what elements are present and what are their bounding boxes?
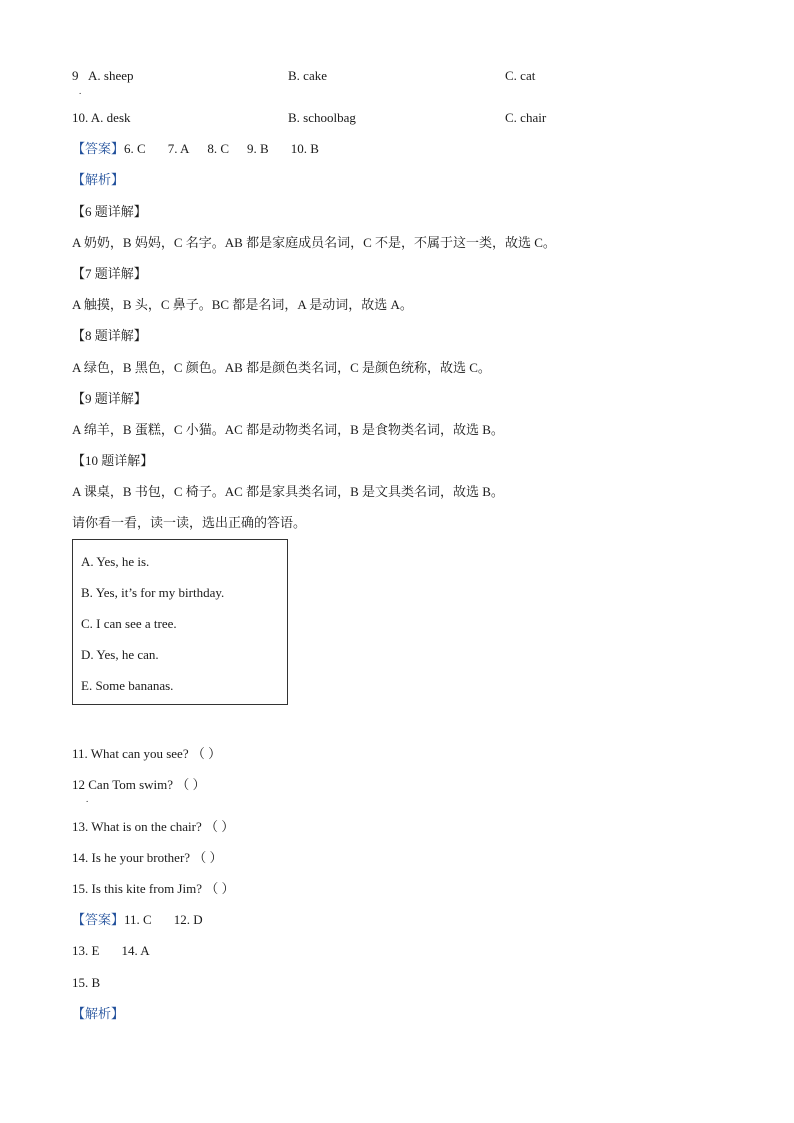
q9-option-a: A. sheep: [88, 68, 134, 83]
q10-option-c: C. chair: [505, 110, 547, 125]
options-box: [72, 539, 288, 705]
detail-body: A 绿色，B 黑色，C 颜色。AB 都是颜色类名词，C 是颜色统称，故选 C。: [72, 360, 491, 375]
answer-line-3: [72, 943, 150, 959]
box-option: C. I can see a tree.: [81, 616, 177, 631]
detail-heading: 【8 题详解】: [72, 328, 147, 343]
detail-heading: 【10 题详解】: [72, 453, 154, 468]
box-option: A. Yes, he is.: [81, 554, 150, 569]
detail-body: A 奶奶，B 妈妈，C 名字。AB 都是家庭成员名词，C 不是，不属于这一类，故选 C。: [72, 235, 556, 250]
question-15: 15. Is this kite from Jim? （ ）: [72, 881, 235, 896]
detail-heading: 【6 题详解】: [72, 204, 147, 219]
answer-item: 11. C: [124, 912, 152, 927]
answer-item: 7. A: [167, 141, 190, 156]
q9-number: 9: [72, 68, 79, 83]
answer-line-4: 15. B: [72, 975, 101, 990]
answer-item: 6. C: [124, 141, 146, 156]
analysis-tag: 【解析】: [72, 1006, 125, 1021]
answer-line-1: [72, 141, 319, 157]
question-12: 12 Can Tom swim? （ ）: [72, 777, 206, 792]
answer-item: 9. B: [247, 141, 269, 156]
answer-item: 14. A: [121, 943, 150, 958]
detail-body: A 课桌，B 书包，C 椅子。AC 都是家具类名词，B 是文具类名词，故选 B。: [72, 484, 504, 499]
question-11: 11. What can you see? （ ）: [72, 746, 222, 761]
analysis-tag: 【解析】: [72, 172, 125, 187]
answer-tag: 【答案】: [72, 912, 125, 927]
q9-option-c: C. cat: [505, 68, 536, 83]
detail-heading: 【9 题详解】: [72, 391, 147, 406]
answer-item: 12. D: [173, 912, 203, 927]
box-option: B. Yes, it’s for my birthday.: [81, 585, 225, 600]
instruction-text: 请你看一看，读一读，选出正确的答语。: [72, 515, 307, 530]
q9-dot-mark: .: [79, 86, 82, 96]
answer-item: 10. B: [290, 141, 319, 156]
q9-option-b: B. cake: [288, 68, 327, 83]
detail-heading: 【7 题详解】: [72, 266, 147, 281]
box-option: E. Some bananas.: [81, 678, 174, 693]
q12-dot-mark: .: [86, 794, 89, 804]
detail-body: A 绵羊，B 蛋糕，C 小猫。AC 都是动物类名词，B 是食物类名词，故选 B。: [72, 422, 504, 437]
q10-option-b: B. schoolbag: [288, 110, 356, 125]
question-13: 13. What is on the chair? （ ）: [72, 819, 235, 834]
question-14: 14. Is he your brother? （ ）: [72, 850, 223, 865]
answer-tag: 【答案】: [72, 141, 125, 156]
q10-option-a: 10. A. desk: [72, 110, 131, 125]
box-option: D. Yes, he can.: [81, 647, 159, 662]
answer-line-2: [72, 912, 203, 928]
answer-item: 8. C: [207, 141, 230, 156]
detail-body: A 触摸，B 头，C 鼻子。BC 都是名词，A 是动词，故选 A。: [72, 297, 413, 312]
answer-item: 13. E: [72, 943, 100, 958]
